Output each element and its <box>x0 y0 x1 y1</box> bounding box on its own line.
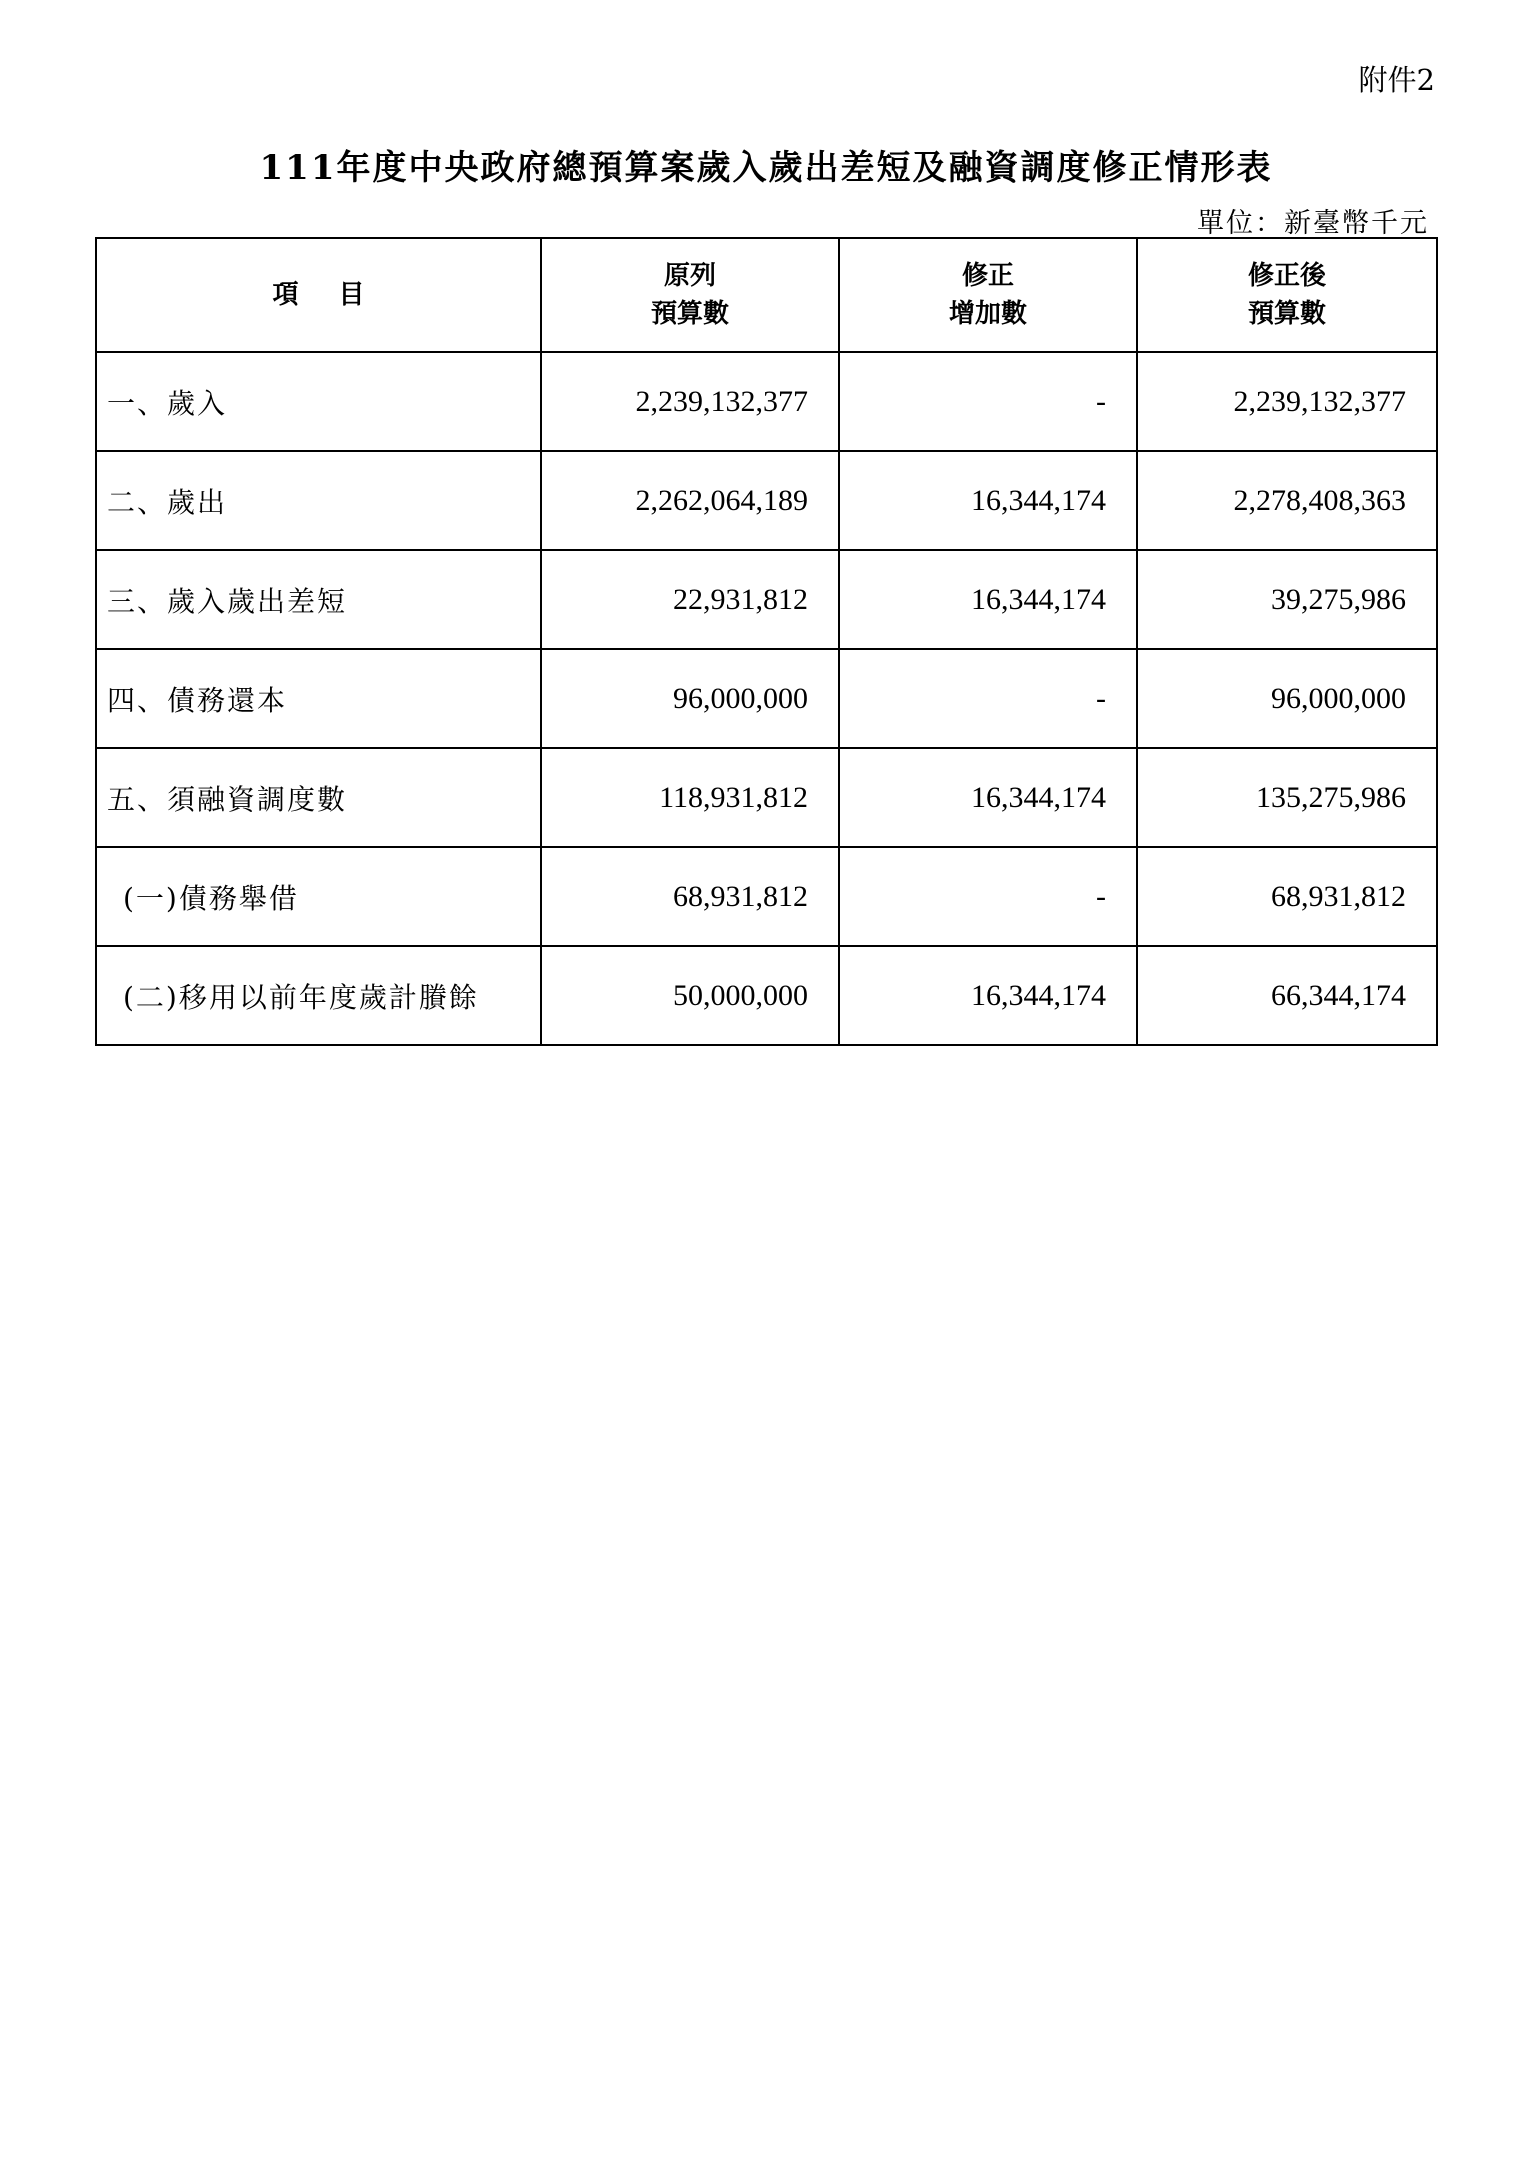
row-original: 2,262,064,189 <box>541 451 839 550</box>
table-row <box>96 946 1437 1045</box>
header-original-line2: 預算數 <box>650 299 729 329</box>
row-adjustment: - <box>839 352 1137 451</box>
header-adjustment-line1: 修正 <box>961 261 1014 291</box>
row-item: 二、歲出 <box>96 451 541 550</box>
row-revised: 96,000,000 <box>1137 649 1437 748</box>
row-original: 50,000,000 <box>541 946 839 1045</box>
unit-label: 單位：新臺幣千元 <box>1197 208 1429 239</box>
table-row <box>96 352 1437 451</box>
table-row <box>96 748 1437 847</box>
header-adjustment-line2: 增加數 <box>948 299 1027 329</box>
row-adjustment: 16,344,174 <box>839 748 1137 847</box>
row-item: 一、歲入 <box>96 352 541 451</box>
row-revised: 66,344,174 <box>1137 946 1437 1045</box>
row-item: 四、債務還本 <box>96 649 541 748</box>
row-item: 三、歲入歲出差短 <box>96 550 541 649</box>
attachment-label: 附件2 <box>1358 63 1435 97</box>
row-adjustment: - <box>839 649 1137 748</box>
header-revised-line1: 修正後 <box>1247 261 1326 291</box>
header-revised <box>1137 238 1437 352</box>
header-adjustment <box>839 238 1137 352</box>
table-row <box>96 847 1437 946</box>
header-item-label: 項目 <box>272 280 405 310</box>
budget-table <box>95 237 1438 1046</box>
page-title: 111年度中央政府總預算案歲入歲出差短及融資調度修正情形表 <box>259 148 1273 188</box>
table-row <box>96 550 1437 649</box>
row-adjustment: - <box>839 847 1137 946</box>
header-revised-line2: 預算數 <box>1247 299 1326 329</box>
header-item <box>96 238 541 352</box>
header-original <box>541 238 839 352</box>
row-original: 22,931,812 <box>541 550 839 649</box>
row-item: (一)債務舉借 <box>96 847 541 946</box>
table-row <box>96 451 1437 550</box>
header-original-line1: 原列 <box>663 261 716 291</box>
row-adjustment: 16,344,174 <box>839 550 1137 649</box>
row-original: 96,000,000 <box>541 649 839 748</box>
row-item: 五、須融資調度數 <box>96 748 541 847</box>
row-revised: 39,275,986 <box>1137 550 1437 649</box>
row-revised: 68,931,812 <box>1137 847 1437 946</box>
row-revised: 135,275,986 <box>1137 748 1437 847</box>
row-adjustment: 16,344,174 <box>839 946 1137 1045</box>
row-original: 68,931,812 <box>541 847 839 946</box>
row-original: 2,239,132,377 <box>541 352 839 451</box>
row-revised: 2,278,408,363 <box>1137 451 1437 550</box>
table-row <box>96 649 1437 748</box>
table-header-row <box>96 238 1437 352</box>
row-adjustment: 16,344,174 <box>839 451 1137 550</box>
row-original: 118,931,812 <box>541 748 839 847</box>
row-revised: 2,239,132,377 <box>1137 352 1437 451</box>
row-item: (二)移用以前年度歲計賸餘 <box>96 946 541 1045</box>
